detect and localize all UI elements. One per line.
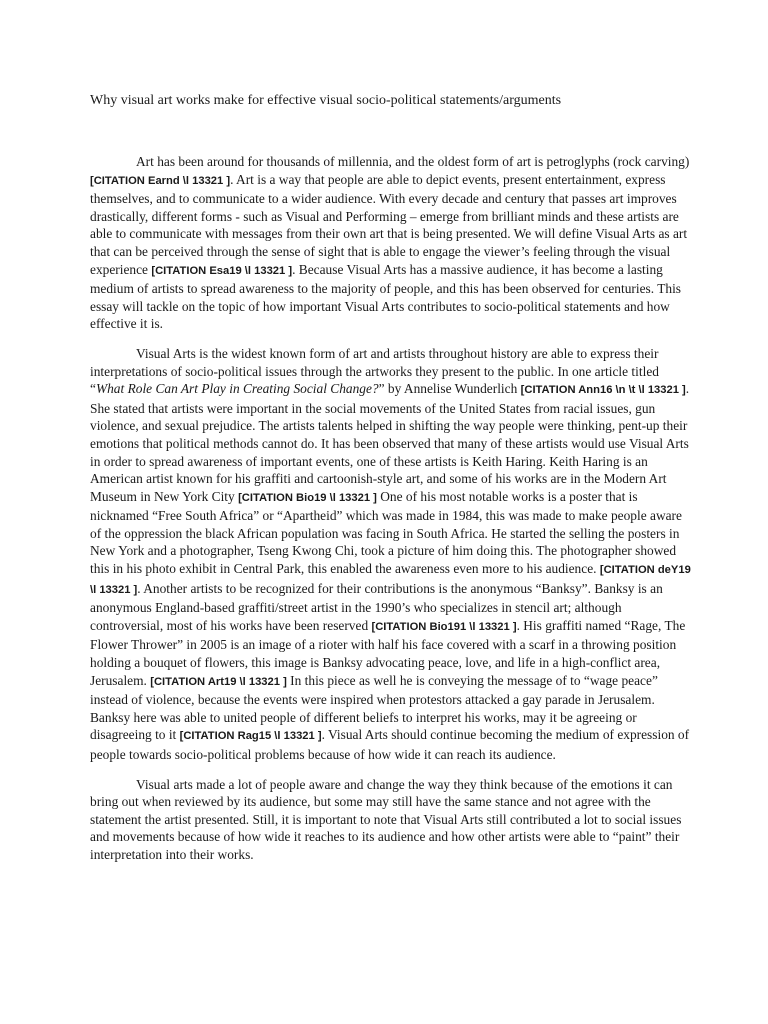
text-run: . Visual Arts should continue becoming the medium of expression of people towards socio-political problems because of how wide it can reach its audience.: [90, 727, 690, 762]
text-run: In this piece as well he is conveying the message of to “wage peace” instead of violence, because the events were inspired when protestors attacked a gay parade in Jerusalem. Banksy here was able to united people of different beliefs to interpret his works, may it be agreeing or disagreeing to it: [90, 672, 658, 743]
text-run: Visual Arts is the widest known form of art and artists throughout history are able to express their interpretations of socio-political issues through the artworks they present to the public. In one article titled “: [90, 345, 659, 397]
text-run: Art has been around for thousands of millennia, and the oldest form of art is petroglyphs (rock carving): [136, 154, 690, 169]
document-body: [90, 153, 696, 864]
citation-field: [CITATION Bio191 \l 13321 ]: [371, 620, 517, 633]
citation-field: [CITATION Esa19 \l 13321 ]: [151, 264, 293, 277]
text-run: . Because Visual Arts has a massive audience, it has become a lasting medium of artists to spread awareness to the majority of people, and this has been observed for centuries. This essay will tackle on the topic of how important Visual Arts contributes to socio-political statements and how effective it is.: [90, 261, 682, 332]
text-run: . Art is a way that people are able to depict events, present entertainment, express themselves, and to communicate to a wider audience. With every decade and century that passes art improves drastically, different forms - such as Visual and Performing – emerge from brilliant minds and these artists are able to communicate with messages from their own art that is being presented. We will define Visual Arts as art that can be perceived through the sense of sight that is able to engage the viewer’s feeling through the visual experience: [90, 171, 688, 277]
citation-field: [CITATION Earnd \l 13321 ]: [90, 174, 231, 187]
text-run: . Another artists to be recognized for their contributions is the anonymous “Banksy”. Banksy is an anonymous England-based graffiti/street artist in the 1990’s who specializes in stencil art; although controversial, most of his works have been reserved: [90, 580, 663, 633]
citation-field: [CITATION Ann16 \n \t \l 13321 ]: [520, 384, 686, 397]
document-title: Why visual art works make for effective visual socio-political statements/arguments: [90, 93, 562, 108]
citation-field: [CITATION deY19 \l 13321 ]: [90, 564, 691, 596]
citation-field: [CITATION Art19 \l 13321 ]: [150, 675, 287, 688]
paragraph-1: [90, 153, 696, 333]
paragraph-3: [90, 776, 696, 864]
article-title: What Role Can Art Play in Creating Social Change?: [95, 381, 379, 397]
citation-field: [CITATION Rag15 \l 13321 ]: [179, 730, 322, 743]
text-run: ” by Annelise Wunderlich: [378, 381, 521, 397]
paragraph-2: [90, 345, 696, 764]
text-run: One of his most notable works is a poster that is nicknamed “Free South Africa” or “Apartheid” which was made in 1984, this was made to make people aware of the oppression the black African population was facing in South Africa. He started the selling the posters in New York and a photographer, Tseng Kwong Chi, took a picture of him doing this. The photographer showed this in his photo exhibit in Central Park, this enabled the awareness even more to his audience.: [90, 488, 682, 577]
text-run: . His graffiti named “Rage, The Flower Thrower” in 2005 is an image of a rioter with half his face covered with a scarf in a throwing position holding a bouquet of flowers, this image is Banksy advocating peace, love, and life in a high-conflict area, Jerusalem.: [90, 617, 686, 688]
text-run: Visual arts made a lot of people aware and change the way they think because of the emotions it can bring out when reviewed by its audience, but some may still have the same stance and not agree with the statement the artist presented. Still, it is important to note that Visual Arts still contributed a lot to social issues and movements because of how wide it reaches to its audience and how other artists were able to “paint” their interpretation into their works.: [90, 776, 682, 862]
citation-field: [CITATION Bio19 \l 13321 ]: [238, 491, 377, 504]
text-run: . She stated that artists were important in the social movements of the United States from racial issues, gun violence, and sexual prejudice. The artists talents helped in shifting the way people were thinking, pent-up their emotions that political methods cannot do. It has been observed that many of these artists would use Visual Arts in order to spread awareness of important events, one of these artists is Keith Haring. Keith Haring is an American artist known for his graffiti and cartoonish-style art, and some of his works are in the Modern Art Museum in New York City: [90, 381, 690, 504]
